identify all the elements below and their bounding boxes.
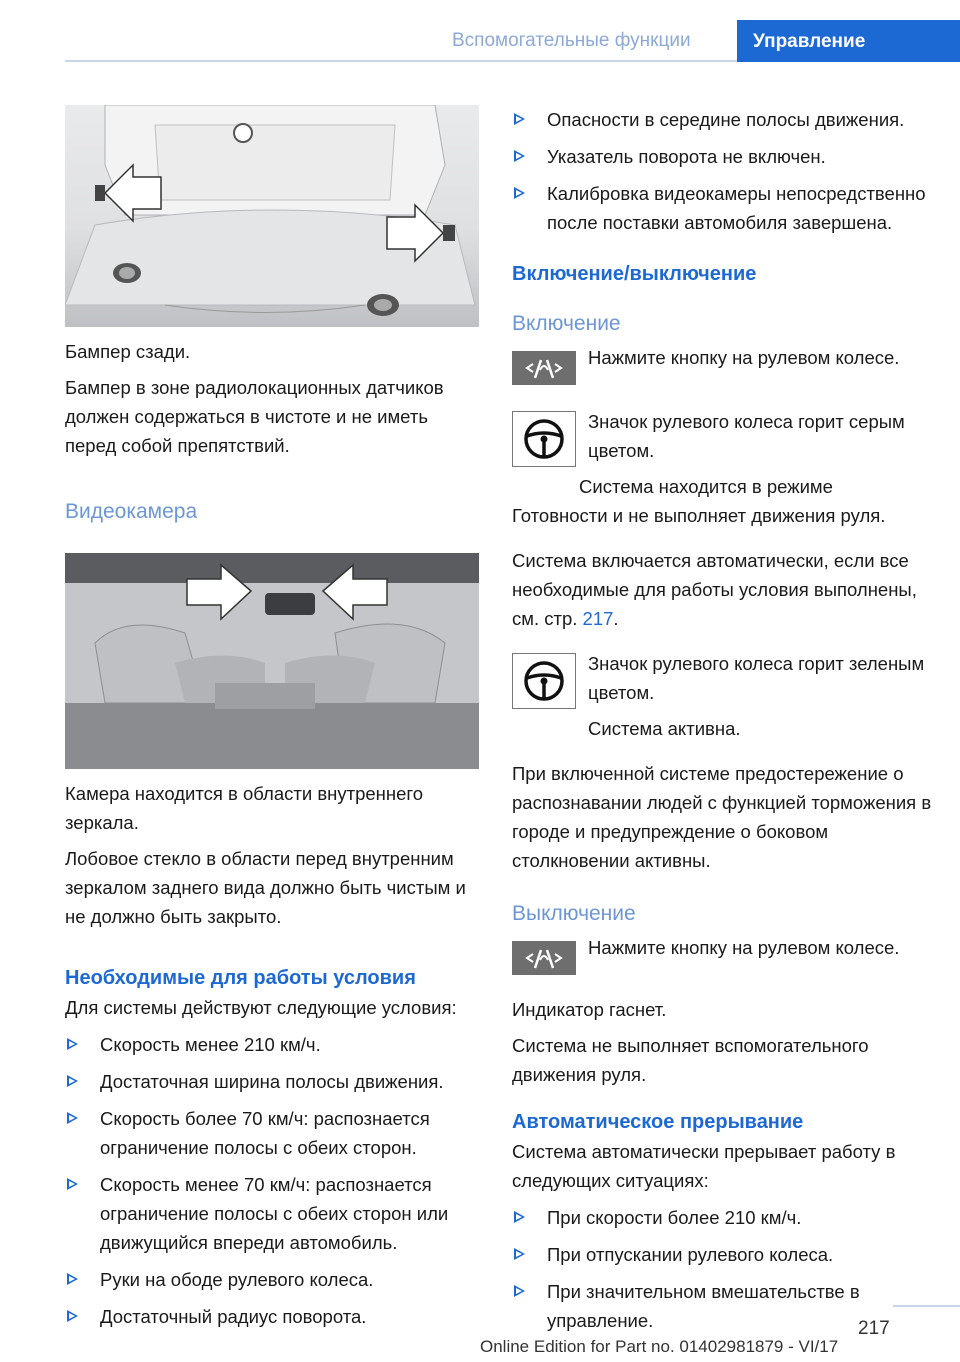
- on-button-row: [512, 343, 932, 387]
- list-item: Скорость более 70 км/ч: распознается ограничение полосы с обеих сторон.: [65, 1104, 483, 1162]
- no-steer-text: Система не выполняет вспомогательного движения руля.: [512, 1035, 869, 1085]
- auto-break-list: [512, 1203, 932, 1335]
- list-item: При скорости более 210 км/ч.: [512, 1203, 932, 1232]
- bullet-triangle-icon: [67, 1075, 78, 1087]
- green-icon-text: Значок рулевого колеса горит зеленым цветом.: [588, 653, 925, 703]
- bullet-triangle-icon: [514, 1285, 525, 1297]
- camera-caption: Камера находится в области внутреннего зеркала.: [65, 783, 424, 833]
- list-item: Калибровка видеокамеры непосредственно после поставки автомобиля завершена.: [512, 179, 932, 237]
- conditions-heading: Необходимые для работы условия: [65, 967, 416, 989]
- list-item: Указатель поворота не включен.: [512, 142, 932, 171]
- bullet-triangle-icon: [514, 187, 525, 199]
- bullet-triangle-icon: [67, 1112, 78, 1124]
- list-item: При значительном вмешательстве в управление.: [512, 1277, 932, 1335]
- on-heading: Включение: [512, 312, 621, 335]
- auto-break-heading: Автоматическое прерывание: [512, 1111, 804, 1133]
- green-icon-row: [512, 649, 932, 743]
- bumper-text: Бампер в зоне радиолокационных датчиков должен содержаться в чистоте и не иметь перед собой препятствий.: [65, 377, 444, 456]
- page-number: 217: [858, 1318, 890, 1339]
- auto-on-text: Система включается автоматически, если все необходимые для работы условия выполнены, см. стр. 217.: [512, 550, 917, 629]
- header-section-title: Вспомогательные функции: [452, 30, 691, 51]
- bullet-triangle-icon: [514, 1211, 525, 1223]
- bullet-triangle-icon: [514, 1248, 525, 1260]
- camera-text: Лобовое стекло в области перед внутренним зеркалом заднего вида должно быть чистым и не должно быть закрыто.: [65, 848, 466, 927]
- off-heading: Выключение: [512, 902, 636, 925]
- bullet-triangle-icon: [514, 113, 525, 125]
- conditions-list-continued: [512, 105, 932, 237]
- steering-wheel-green-icon: [512, 653, 576, 709]
- list-item: Скорость менее 70 км/ч: распознается ограничение полосы с обеих сторон или движущийся впереди автомобиль.: [65, 1170, 483, 1257]
- ready-text: Система находится в режиме Готовности и не выполняет движения руля.: [512, 476, 886, 526]
- list-item: Руки на ободе рулевого колеса.: [65, 1265, 483, 1294]
- list-item: Опасности в середине полосы движения.: [512, 105, 932, 134]
- camera-heading: Видеокамера: [65, 500, 198, 523]
- header-chapter-tab: Управление: [737, 20, 960, 62]
- rear-bumper-image: [65, 105, 479, 327]
- auto-break-intro: Система автоматически прерывает работу в следующих ситуациях:: [512, 1141, 896, 1191]
- bullet-triangle-icon: [67, 1178, 78, 1190]
- indicator-off-text: Индикатор гаснет.: [512, 999, 667, 1020]
- list-item: Достаточный радиус поворота.: [65, 1302, 483, 1331]
- active-text: Система активна.: [588, 718, 741, 739]
- edition-footer: Online Edition for Part no. 01402981879 - VI/17: [480, 1337, 839, 1356]
- list-item: Достаточная ширина полосы движения.: [65, 1067, 483, 1096]
- on-press-text: Нажмите кнопку на рулевом колесе.: [588, 347, 900, 368]
- bullet-triangle-icon: [514, 150, 525, 162]
- lane-assist-button-icon: [512, 351, 576, 385]
- steering-wheel-grey-icon: [512, 411, 576, 467]
- list-item: Скорость менее 210 км/ч.: [65, 1030, 483, 1059]
- bullet-triangle-icon: [67, 1038, 78, 1050]
- bullet-triangle-icon: [67, 1310, 78, 1322]
- grey-icon-text: Значок рулевого колеса горит серым цветом.: [588, 411, 905, 461]
- windshield-camera-image: [65, 553, 479, 769]
- grey-icon-row: [512, 407, 932, 530]
- bullet-triangle-icon: [67, 1273, 78, 1285]
- footer-rule: [893, 1305, 960, 1307]
- conditions-intro: Для системы действуют следующие условия:: [65, 997, 457, 1018]
- list-item: При отпускании рулевого колеса.: [512, 1240, 932, 1269]
- right-column: [512, 105, 932, 1343]
- off-button-row: [512, 933, 932, 977]
- lane-assist-button-icon: [512, 941, 576, 975]
- warning-text: При включенной системе предостережение о распознавании людей с функцией торможения в городе и предупреждение о боковом столкновении активны.: [512, 763, 932, 871]
- conditions-list: [65, 1030, 483, 1331]
- bumper-caption: Бампер сзади.: [65, 341, 191, 362]
- page-link[interactable]: 217: [582, 608, 614, 629]
- left-column: [65, 105, 483, 1339]
- onoff-heading: Включение/выключение: [512, 263, 757, 285]
- off-press-text: Нажмите кнопку на рулевом колесе.: [588, 937, 900, 958]
